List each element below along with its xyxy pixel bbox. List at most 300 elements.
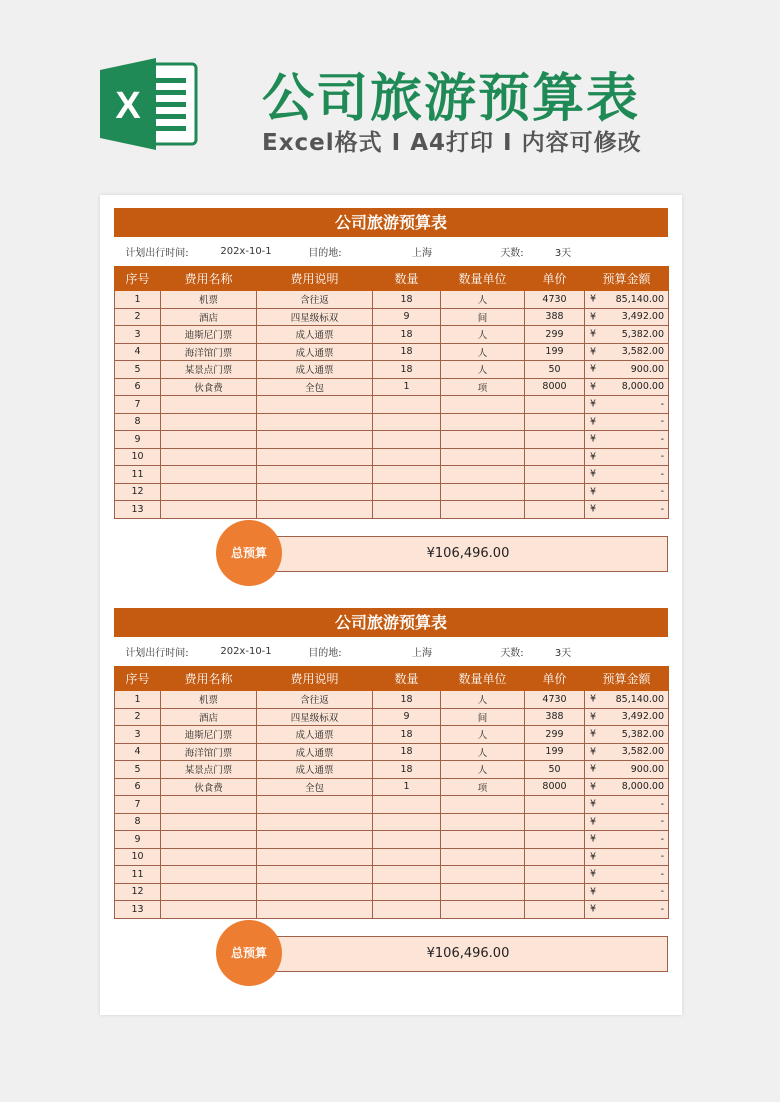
currency-symbol: ¥: [590, 851, 597, 863]
table-cell[interactable]: [525, 501, 585, 519]
amount-cell[interactable]: [585, 813, 669, 831]
table-cell[interactable]: 10: [115, 448, 161, 466]
currency-symbol: ¥: [590, 311, 597, 323]
table-cell[interactable]: [257, 431, 373, 449]
table-cell[interactable]: 含往返: [257, 691, 373, 709]
column-header: 数量: [373, 667, 441, 691]
table-cell[interactable]: 4730: [525, 291, 585, 309]
column-header: 数量: [373, 267, 441, 291]
table-cell[interactable]: 酒店: [161, 708, 257, 726]
table-cell[interactable]: [441, 796, 525, 814]
table-cell[interactable]: 9: [373, 708, 441, 726]
table-cell[interactable]: [161, 448, 257, 466]
column-header: 序号: [115, 267, 161, 291]
table-cell[interactable]: [373, 413, 441, 431]
table-cell[interactable]: 18: [373, 691, 441, 709]
table-cell[interactable]: 13: [115, 501, 161, 519]
amount-cell[interactable]: [585, 883, 669, 901]
table-cell[interactable]: [257, 396, 373, 414]
table-cell[interactable]: 酒店: [161, 308, 257, 326]
table-row: [115, 396, 669, 414]
table-cell[interactable]: 18: [373, 326, 441, 344]
table-cell[interactable]: 8: [115, 813, 161, 831]
table-cell[interactable]: [161, 813, 257, 831]
table-cell[interactable]: [373, 831, 441, 849]
table-cell[interactable]: 6: [115, 378, 161, 396]
table-cell[interactable]: [161, 901, 257, 919]
days-label: 天数:: [500, 248, 524, 259]
column-header: 费用说明: [257, 667, 373, 691]
amount-value: 5,382.00: [621, 728, 664, 740]
amount-cell[interactable]: [585, 708, 669, 726]
amount-cell[interactable]: [585, 431, 669, 449]
table-cell[interactable]: 1: [373, 778, 441, 796]
amount-value: -: [660, 503, 664, 515]
table-cell[interactable]: 项: [441, 778, 525, 796]
amount-value: -: [660, 886, 664, 898]
total-badge: 总预算: [216, 920, 282, 986]
table-cell[interactable]: 50: [525, 761, 585, 779]
table-cell[interactable]: 18: [373, 361, 441, 379]
total-value-box[interactable]: ¥106,496.00: [268, 536, 668, 572]
column-header: 单价: [525, 267, 585, 291]
table-cell[interactable]: 4: [115, 343, 161, 361]
table-cell[interactable]: [373, 901, 441, 919]
amount-cell[interactable]: [585, 866, 669, 884]
table-cell[interactable]: [161, 883, 257, 901]
table-row: [115, 778, 669, 796]
destination-value[interactable]: 上海: [412, 248, 432, 259]
table-cell[interactable]: 成人通票: [257, 343, 373, 361]
trip-info-row: [114, 237, 668, 266]
table-row: [115, 761, 669, 779]
amount-value: -: [660, 903, 664, 915]
table-cell[interactable]: [161, 431, 257, 449]
table-row: [115, 866, 669, 884]
table-row: [115, 883, 669, 901]
table-cell[interactable]: [257, 501, 373, 519]
table-cell[interactable]: 成人通票: [257, 726, 373, 744]
table-cell[interactable]: 人: [441, 761, 525, 779]
table-cell[interactable]: 7: [115, 796, 161, 814]
date-value[interactable]: 202x-10-1: [220, 246, 272, 257]
table-cell[interactable]: [441, 431, 525, 449]
table-cell[interactable]: [257, 901, 373, 919]
table-cell[interactable]: [161, 501, 257, 519]
column-header: 数量单位: [441, 267, 525, 291]
table-cell[interactable]: [161, 483, 257, 501]
table-cell[interactable]: [161, 831, 257, 849]
table-cell[interactable]: [257, 466, 373, 484]
amount-cell[interactable]: [585, 413, 669, 431]
table-cell[interactable]: 成人通票: [257, 326, 373, 344]
budget-sheet: [114, 208, 668, 589]
table-cell[interactable]: [161, 848, 257, 866]
table-cell[interactable]: 某景点门票: [161, 361, 257, 379]
amount-value: -: [660, 433, 664, 445]
table-cell[interactable]: 迪斯尼门票: [161, 726, 257, 744]
sheet-title: 公司旅游预算表: [114, 608, 668, 637]
amount-cell[interactable]: [585, 796, 669, 814]
table-row: [115, 743, 669, 761]
table-cell[interactable]: [441, 866, 525, 884]
column-header: 费用名称: [161, 267, 257, 291]
amount-cell[interactable]: [585, 726, 669, 744]
table-cell[interactable]: [525, 796, 585, 814]
currency-symbol: ¥: [590, 711, 597, 723]
destination-label: 目的地:: [308, 248, 342, 259]
table-cell[interactable]: [525, 813, 585, 831]
table-row: [115, 901, 669, 919]
table-cell[interactable]: [525, 466, 585, 484]
table-cell[interactable]: [373, 796, 441, 814]
amount-value: 8,000.00: [621, 781, 664, 793]
date-label: 计划出行时间:: [125, 248, 189, 259]
days-value[interactable]: 3天: [554, 248, 572, 259]
table-cell[interactable]: 18: [373, 761, 441, 779]
amount-cell[interactable]: [585, 378, 669, 396]
table-cell[interactable]: 50: [525, 361, 585, 379]
column-header: 费用名称: [161, 667, 257, 691]
budget-table: [114, 266, 669, 519]
amount-value: 3,582.00: [621, 746, 664, 758]
table-cell[interactable]: [441, 413, 525, 431]
table-cell[interactable]: [525, 413, 585, 431]
currency-symbol: ¥: [590, 468, 597, 480]
table-cell[interactable]: 四星级标双: [257, 308, 373, 326]
amount-cell[interactable]: [585, 483, 669, 501]
table-cell[interactable]: 4730: [525, 691, 585, 709]
table-cell[interactable]: 299: [525, 726, 585, 744]
table-cell[interactable]: [161, 396, 257, 414]
table-row: [115, 691, 669, 709]
table-cell[interactable]: 18: [373, 343, 441, 361]
column-header: 预算金额: [585, 267, 669, 291]
table-cell[interactable]: [161, 866, 257, 884]
table-cell[interactable]: [525, 831, 585, 849]
table-row: [115, 796, 669, 814]
table-cell[interactable]: 3: [115, 326, 161, 344]
table-cell[interactable]: [373, 813, 441, 831]
total-badge: 总预算: [216, 520, 282, 586]
table-cell[interactable]: 四星级标双: [257, 708, 373, 726]
table-cell[interactable]: 海洋馆门票: [161, 343, 257, 361]
table-cell[interactable]: [525, 448, 585, 466]
table-cell[interactable]: 成人通票: [257, 743, 373, 761]
table-cell[interactable]: [257, 448, 373, 466]
amount-cell[interactable]: [585, 761, 669, 779]
table-cell[interactable]: 间: [441, 308, 525, 326]
table-cell[interactable]: 11: [115, 866, 161, 884]
table-cell[interactable]: 9: [115, 431, 161, 449]
table-cell[interactable]: 人: [441, 361, 525, 379]
total-value-box[interactable]: ¥106,496.00: [268, 936, 668, 972]
table-cell[interactable]: [441, 448, 525, 466]
table-cell[interactable]: 2: [115, 708, 161, 726]
table-cell[interactable]: 8000: [525, 378, 585, 396]
table-cell[interactable]: [257, 813, 373, 831]
table-cell[interactable]: [373, 848, 441, 866]
table-row: [115, 848, 669, 866]
table-cell[interactable]: [257, 796, 373, 814]
amount-value: 85,140.00: [615, 293, 664, 305]
amount-value: -: [660, 468, 664, 480]
table-cell[interactable]: 199: [525, 343, 585, 361]
table-cell[interactable]: [441, 901, 525, 919]
amount-value: 5,382.00: [621, 328, 664, 340]
table-cell[interactable]: [441, 501, 525, 519]
table-cell[interactable]: 间: [441, 708, 525, 726]
amount-cell[interactable]: [585, 691, 669, 709]
amount-value: -: [660, 851, 664, 863]
table-cell[interactable]: [441, 831, 525, 849]
table-cell[interactable]: [441, 883, 525, 901]
table-row: [115, 448, 669, 466]
table-cell[interactable]: 人: [441, 691, 525, 709]
days-value[interactable]: 3天: [554, 648, 572, 659]
amount-cell[interactable]: [585, 901, 669, 919]
table-cell[interactable]: [373, 483, 441, 501]
table-cell[interactable]: 全包: [257, 378, 373, 396]
table-row: [115, 291, 669, 309]
amount-value: 85,140.00: [615, 693, 664, 705]
currency-symbol: ¥: [590, 746, 597, 758]
table-cell[interactable]: 项: [441, 378, 525, 396]
table-cell[interactable]: [373, 448, 441, 466]
table-cell[interactable]: [257, 483, 373, 501]
table-cell[interactable]: 12: [115, 883, 161, 901]
table-cell[interactable]: [257, 883, 373, 901]
table-cell[interactable]: 人: [441, 343, 525, 361]
currency-symbol: ¥: [590, 693, 597, 705]
amount-value: -: [660, 868, 664, 880]
currency-symbol: ¥: [590, 763, 597, 775]
table-cell[interactable]: 2: [115, 308, 161, 326]
table-cell[interactable]: 18: [373, 743, 441, 761]
table-cell[interactable]: 388: [525, 708, 585, 726]
currency-symbol: ¥: [590, 728, 597, 740]
amount-value: -: [660, 398, 664, 410]
table-cell[interactable]: [257, 413, 373, 431]
sheet-title: 公司旅游预算表: [114, 208, 668, 237]
table-cell[interactable]: 成人通票: [257, 761, 373, 779]
currency-symbol: ¥: [590, 451, 597, 463]
logo-letter: X: [115, 85, 141, 127]
page-title: 公司旅游预算表: [262, 69, 641, 129]
table-cell[interactable]: 8000: [525, 778, 585, 796]
table-cell[interactable]: [441, 483, 525, 501]
table-row: [115, 361, 669, 379]
currency-symbol: ¥: [590, 381, 597, 393]
table-row: [115, 326, 669, 344]
table-row: [115, 378, 669, 396]
budget-table: [114, 666, 669, 919]
table-cell[interactable]: 全包: [257, 778, 373, 796]
amount-value: 8,000.00: [621, 381, 664, 393]
table-cell[interactable]: 9: [115, 831, 161, 849]
amount-value: 900.00: [630, 363, 664, 375]
table-cell[interactable]: [161, 466, 257, 484]
table-row: [115, 431, 669, 449]
table-row: [115, 708, 669, 726]
table-cell[interactable]: 4: [115, 743, 161, 761]
trip-info-row: [114, 637, 668, 666]
budget-sheet: [114, 608, 668, 989]
amount-value: -: [660, 451, 664, 463]
days-label: 天数:: [500, 648, 524, 659]
table-cell[interactable]: 299: [525, 326, 585, 344]
table-cell[interactable]: [525, 848, 585, 866]
table-cell[interactable]: [525, 431, 585, 449]
table-cell[interactable]: [441, 466, 525, 484]
table-cell[interactable]: 8: [115, 413, 161, 431]
amount-value: -: [660, 486, 664, 498]
table-row: [115, 813, 669, 831]
currency-symbol: ¥: [590, 833, 597, 845]
table-cell[interactable]: [373, 501, 441, 519]
currency-symbol: ¥: [590, 503, 597, 515]
table-cell[interactable]: [525, 883, 585, 901]
column-header: 数量单位: [441, 667, 525, 691]
amount-cell[interactable]: [585, 466, 669, 484]
amount-cell[interactable]: [585, 831, 669, 849]
currency-symbol: ¥: [590, 886, 597, 898]
destination-label: 目的地:: [308, 648, 342, 659]
table-cell[interactable]: [441, 848, 525, 866]
amount-cell[interactable]: [585, 778, 669, 796]
column-header: 费用说明: [257, 267, 373, 291]
table-cell[interactable]: 13: [115, 901, 161, 919]
column-header: 预算金额: [585, 667, 669, 691]
currency-symbol: ¥: [590, 781, 597, 793]
currency-symbol: ¥: [590, 433, 597, 445]
table-cell[interactable]: 人: [441, 326, 525, 344]
currency-symbol: ¥: [590, 346, 597, 358]
table-cell[interactable]: 18: [373, 291, 441, 309]
table-cell[interactable]: 伙食费: [161, 778, 257, 796]
table-cell[interactable]: 5: [115, 361, 161, 379]
amount-value: -: [660, 416, 664, 428]
table-cell[interactable]: [525, 483, 585, 501]
table-cell[interactable]: 5: [115, 761, 161, 779]
table-cell[interactable]: [441, 396, 525, 414]
table-cell[interactable]: [373, 466, 441, 484]
total-section: [114, 919, 668, 989]
table-cell[interactable]: [373, 431, 441, 449]
column-header: 序号: [115, 667, 161, 691]
table-cell[interactable]: 1: [373, 378, 441, 396]
table-cell[interactable]: 某景点门票: [161, 761, 257, 779]
table-cell[interactable]: [525, 866, 585, 884]
table-cell[interactable]: 成人通票: [257, 361, 373, 379]
table-row: [115, 466, 669, 484]
table-cell[interactable]: [525, 396, 585, 414]
table-cell[interactable]: [441, 813, 525, 831]
excel-logo-icon: [100, 58, 198, 150]
amount-cell[interactable]: [585, 361, 669, 379]
currency-symbol: ¥: [590, 398, 597, 410]
currency-symbol: ¥: [590, 416, 597, 428]
currency-symbol: ¥: [590, 328, 597, 340]
amount-cell[interactable]: [585, 326, 669, 344]
amount-cell[interactable]: [585, 848, 669, 866]
table-cell[interactable]: 6: [115, 778, 161, 796]
table-cell[interactable]: 海洋馆门票: [161, 743, 257, 761]
page-subtitle: Excel格式 I A4打印 I 内容可修改: [262, 130, 642, 156]
table-cell[interactable]: 3: [115, 726, 161, 744]
table-cell[interactable]: [373, 396, 441, 414]
table-cell[interactable]: 伙食费: [161, 378, 257, 396]
table-cell[interactable]: [161, 796, 257, 814]
table-row: [115, 726, 669, 744]
currency-symbol: ¥: [590, 816, 597, 828]
table-header-row: [115, 667, 669, 691]
table-cell[interactable]: [161, 413, 257, 431]
table-cell[interactable]: 机票: [161, 291, 257, 309]
destination-value[interactable]: 上海: [412, 648, 432, 659]
table-cell[interactable]: [257, 831, 373, 849]
table-cell[interactable]: [257, 848, 373, 866]
table-row: [115, 501, 669, 519]
amount-cell[interactable]: [585, 396, 669, 414]
amount-cell[interactable]: [585, 291, 669, 309]
table-header-row: [115, 267, 669, 291]
table-cell[interactable]: 388: [525, 308, 585, 326]
table-row: [115, 343, 669, 361]
currency-symbol: ¥: [590, 486, 597, 498]
table-cell[interactable]: [257, 866, 373, 884]
table-cell[interactable]: 12: [115, 483, 161, 501]
table-cell[interactable]: [373, 883, 441, 901]
table-cell[interactable]: 含往返: [257, 291, 373, 309]
table-cell[interactable]: 1: [115, 691, 161, 709]
currency-symbol: ¥: [590, 363, 597, 375]
table-row: [115, 413, 669, 431]
table-cell[interactable]: 199: [525, 743, 585, 761]
table-cell[interactable]: [373, 866, 441, 884]
amount-value: 900.00: [630, 763, 664, 775]
table-cell[interactable]: 机票: [161, 691, 257, 709]
amount-cell[interactable]: [585, 343, 669, 361]
table-cell[interactable]: 18: [373, 726, 441, 744]
table-row: [115, 483, 669, 501]
amount-cell[interactable]: [585, 448, 669, 466]
table-cell[interactable]: 1: [115, 291, 161, 309]
currency-symbol: ¥: [590, 293, 597, 305]
table-cell[interactable]: 人: [441, 291, 525, 309]
table-cell[interactable]: [525, 901, 585, 919]
table-cell[interactable]: 11: [115, 466, 161, 484]
document-page: [100, 195, 682, 1015]
amount-value: -: [660, 833, 664, 845]
amount-value: -: [660, 816, 664, 828]
table-cell[interactable]: 10: [115, 848, 161, 866]
amount-cell[interactable]: [585, 501, 669, 519]
table-cell[interactable]: 7: [115, 396, 161, 414]
date-value[interactable]: 202x-10-1: [220, 646, 272, 657]
page-header: [0, 0, 780, 190]
total-section: [114, 519, 668, 589]
table-row: [115, 308, 669, 326]
table-cell[interactable]: 人: [441, 726, 525, 744]
table-cell[interactable]: 迪斯尼门票: [161, 326, 257, 344]
table-cell[interactable]: 人: [441, 743, 525, 761]
table-cell[interactable]: 9: [373, 308, 441, 326]
date-label: 计划出行时间:: [125, 648, 189, 659]
amount-cell[interactable]: [585, 308, 669, 326]
currency-symbol: ¥: [590, 903, 597, 915]
amount-cell[interactable]: [585, 743, 669, 761]
